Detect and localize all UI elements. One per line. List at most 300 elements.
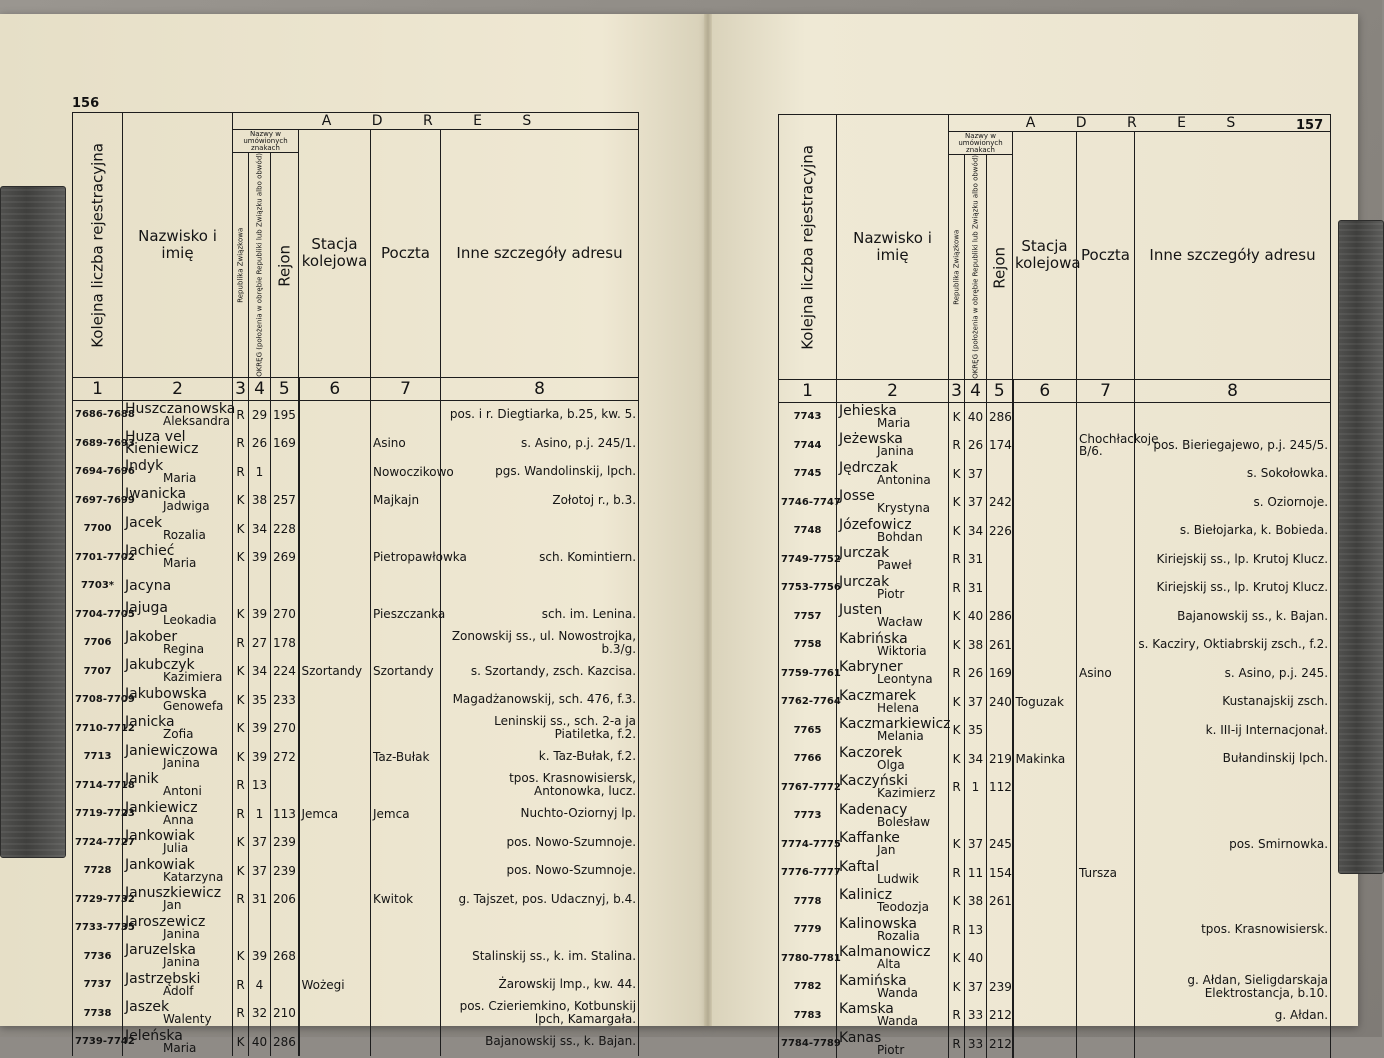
cell-stacja <box>1013 1001 1077 1030</box>
cell-inne <box>441 571 639 600</box>
cell-poczta <box>1077 915 1135 944</box>
cell-name <box>123 913 233 942</box>
cell-stacja <box>1013 431 1077 460</box>
cell-inne <box>1135 773 1331 802</box>
cell-rejon: 228 <box>271 514 299 543</box>
cell-reg-number: 7739-7742 <box>73 1027 123 1056</box>
cell-inne: Magadżanowskij, sch. 476, f.3. <box>441 685 639 714</box>
cell-poczta: Asino <box>1077 659 1135 688</box>
cell-poczta: Pieszczanka <box>371 600 441 629</box>
table-row <box>73 514 639 543</box>
first-name: Jan <box>163 898 182 913</box>
cell-republika: K <box>949 602 965 631</box>
first-name: Wanda <box>877 1014 919 1029</box>
cell-okreg: 34 <box>965 516 987 545</box>
cell-poczta: Taz-Bułak <box>371 742 441 771</box>
table-row <box>73 600 639 629</box>
cell-inne: s. Asino, p.j. 245. <box>1135 659 1331 688</box>
first-name: Bolesław <box>877 814 931 829</box>
cell-rejon <box>271 457 299 486</box>
cell-poczta: Nowoczikowo <box>371 457 441 486</box>
table-row <box>73 714 639 743</box>
cell-rejon: 224 <box>271 657 299 686</box>
table-row <box>73 486 639 515</box>
cell-name <box>837 944 949 973</box>
first-name: Alta <box>877 957 901 972</box>
cell-rejon: 112 <box>987 773 1013 802</box>
cell-poczta <box>371 856 441 885</box>
col-header-stacja: Stacja kolejowa <box>299 130 371 378</box>
cell-name <box>837 602 949 631</box>
cell-stacja <box>1013 773 1077 802</box>
cell-rejon <box>271 571 299 600</box>
cell-name <box>837 801 949 830</box>
cell-stacja <box>299 457 371 486</box>
cell-reg-number: 7703* <box>73 571 123 600</box>
first-name: Leontyna <box>877 672 933 687</box>
table-row <box>73 856 639 885</box>
surname: Jehieska <box>839 402 897 419</box>
first-name: Katarzyna <box>163 869 224 884</box>
cell-inne: Nuchto-Oziornyj lp. <box>441 799 639 828</box>
cell-poczta <box>1077 944 1135 973</box>
first-name: Krystyna <box>877 501 930 516</box>
cell-name <box>837 687 949 716</box>
first-name: Antonina <box>877 472 931 487</box>
cell-rejon: 261 <box>987 887 1013 916</box>
cell-republika: K <box>233 486 249 515</box>
cell-inne <box>441 913 639 942</box>
cell-name <box>837 858 949 887</box>
cell-inne: s. Biełojarka, k. Bobieda. <box>1135 516 1331 545</box>
cell-republika: K <box>949 630 965 659</box>
cell-rejon: 239 <box>987 972 1013 1001</box>
cell-name <box>837 488 949 517</box>
cell-stacja <box>299 571 371 600</box>
cell-rejon: 195 <box>271 400 299 429</box>
cell-inne <box>441 514 639 543</box>
cell-inne: Stalinskij ss., k. im. Stalina. <box>441 942 639 971</box>
cell-okreg: 37 <box>965 459 987 488</box>
col-number: 6 <box>299 377 371 400</box>
col-number: 7 <box>371 377 441 400</box>
first-name: Janina <box>163 955 200 970</box>
cell-okreg <box>965 801 987 830</box>
table-row <box>779 602 1331 631</box>
cell-republika: R <box>949 1001 965 1030</box>
table-row <box>73 970 639 999</box>
cell-name <box>837 887 949 916</box>
cell-okreg <box>249 571 271 600</box>
cell-name <box>837 830 949 859</box>
first-name: Julia <box>163 841 189 856</box>
cell-rejon: 272 <box>271 742 299 771</box>
table-row <box>73 913 639 942</box>
adres-header: A D R E S <box>233 113 639 130</box>
surname: Jachieć <box>125 543 175 560</box>
table-row <box>73 1027 639 1056</box>
cell-okreg: 37 <box>965 687 987 716</box>
first-name: Piotr <box>877 1042 905 1057</box>
first-name: Bohdan <box>877 529 923 544</box>
table-row <box>779 459 1331 488</box>
cell-rejon: 286 <box>271 1027 299 1056</box>
cell-republika: K <box>233 742 249 771</box>
table-row <box>73 628 639 657</box>
cell-reg-number: 7778 <box>779 887 837 916</box>
cell-republika: K <box>233 685 249 714</box>
col-number: 4 <box>249 377 271 400</box>
cell-okreg: 39 <box>249 714 271 743</box>
cell-poczta <box>371 970 441 999</box>
cell-reg-number: 7743 <box>779 402 837 431</box>
col-header-inne: Inne szczegóły adresu <box>1135 132 1331 380</box>
cell-name <box>837 516 949 545</box>
table-row <box>73 657 639 686</box>
cell-inne: Bajanowskij ss., k. Bajan. <box>1135 602 1331 631</box>
cell-okreg: 33 <box>965 1001 987 1030</box>
cell-reg-number: 7757 <box>779 602 837 631</box>
col-number: 5 <box>271 377 299 400</box>
cell-okreg: 35 <box>249 685 271 714</box>
first-name: Melania <box>877 729 924 744</box>
surname: Kaffanke <box>839 830 900 847</box>
table-row <box>779 773 1331 802</box>
first-name: Rozalia <box>163 527 206 542</box>
cell-name <box>123 885 233 914</box>
col-number: 8 <box>441 377 639 400</box>
surname: Jacek <box>125 514 163 531</box>
cell-okreg: 35 <box>965 716 987 745</box>
cell-stacja <box>1013 1029 1077 1058</box>
cell-republika: R <box>233 429 249 458</box>
cell-stacja: Wożegi <box>299 970 371 999</box>
table-row <box>779 402 1331 431</box>
cell-inne: g. Ałdan, Sieligdarskaja Elektrostancja, b.10. <box>1135 972 1331 1001</box>
cell-reg-number: 7783 <box>779 1001 837 1030</box>
surname: Jurczak <box>839 545 890 562</box>
cell-reg-number: 7773 <box>779 801 837 830</box>
cell-poczta <box>1077 773 1135 802</box>
col-header-inne: Inne szczegóły adresu <box>441 130 639 378</box>
cell-poczta <box>371 514 441 543</box>
cell-reg-number: 7753-7756 <box>779 573 837 602</box>
table-row <box>779 573 1331 602</box>
cell-stacja <box>1013 830 1077 859</box>
cell-inne: sch. im. Lenina. <box>441 600 639 629</box>
col-header-reg: Kolejna liczba rejestracyjna <box>779 115 837 380</box>
cell-republika: R <box>949 659 965 688</box>
cell-poczta <box>1077 545 1135 574</box>
cell-inne: pos. Bieriegajewo, p.j. 245/5. <box>1135 431 1331 460</box>
col-header-rejon: Rejon <box>271 153 299 378</box>
cell-reg-number: 7749-7752 <box>779 545 837 574</box>
surname: Janiewiczowa <box>125 742 219 759</box>
cell-republika: R <box>949 773 965 802</box>
col-header-okreg: OKRĘG (położenia w obrębie Republiki lub Związku albo obwód) <box>249 153 271 378</box>
table-row <box>779 801 1331 830</box>
cell-poczta <box>1077 402 1135 431</box>
cell-okreg: 39 <box>249 600 271 629</box>
first-name: Walenty <box>163 1012 212 1027</box>
first-name: Maria <box>163 470 197 485</box>
table-row <box>73 742 639 771</box>
cell-republika: K <box>949 716 965 745</box>
cell-poczta <box>371 714 441 743</box>
surname: Januszkiewicz <box>125 885 222 902</box>
surname: Kaczyński <box>839 773 909 790</box>
first-name: Aleksandra <box>163 413 230 428</box>
cell-inne: pos. i r. Diegtiarka, b.25, kw. 5. <box>441 400 639 429</box>
cell-reg-number: 7728 <box>73 856 123 885</box>
cell-rejon: 178 <box>271 628 299 657</box>
right-page-number: 157 <box>1296 118 1324 133</box>
surname: Kaczmarek <box>839 687 916 704</box>
first-name: Ludwik <box>877 871 919 886</box>
surname: Jacyna <box>125 577 172 594</box>
cell-reg-number: 7710-7712 <box>73 714 123 743</box>
cell-name <box>123 400 236 429</box>
table-row <box>779 1001 1331 1030</box>
cell-stacja <box>1013 659 1077 688</box>
cell-name <box>123 999 233 1028</box>
first-name: Wacław <box>877 615 923 630</box>
table-row <box>779 488 1331 517</box>
table-row <box>779 687 1331 716</box>
cell-inne: pos. Nowo-Szumnoje. <box>441 828 639 857</box>
cell-name <box>123 742 233 771</box>
cell-inne: tpos. Krasnowisiersk, Antonowka, lucz. <box>441 771 639 800</box>
surname: Jaruzelska <box>125 942 196 959</box>
cell-rejon: 169 <box>271 429 299 458</box>
cell-name <box>123 970 233 999</box>
cell-reg-number: 7704-7705 <box>73 600 123 629</box>
cell-republika: K <box>233 1027 249 1056</box>
cell-stacja <box>299 856 371 885</box>
cell-poczta <box>1077 1001 1135 1030</box>
cell-republika: R <box>949 431 965 460</box>
table-row <box>73 799 639 828</box>
cell-name <box>123 457 233 486</box>
cell-republika <box>949 801 965 830</box>
cell-stacja <box>1013 602 1077 631</box>
cell-reg-number: 7707 <box>73 657 123 686</box>
cell-inne: s. Szortandy, zsch. Kazcisa. <box>441 657 639 686</box>
cell-inne: s. Kacziry, Oktiabrskij zsch., f.2. <box>1135 630 1331 659</box>
cell-republika: K <box>949 402 965 431</box>
cell-okreg: 39 <box>249 742 271 771</box>
first-name: Zofia <box>163 727 194 742</box>
cell-poczta <box>1077 801 1135 830</box>
cell-inne: g. Tajszet, pos. Udacznyj, b.4. <box>441 885 639 914</box>
cell-poczta <box>1077 488 1135 517</box>
cell-rejon <box>987 944 1013 973</box>
cell-reg-number: 7767-7772 <box>779 773 837 802</box>
cell-republika: K <box>949 488 965 517</box>
cell-rejon: 174 <box>987 431 1013 460</box>
cell-republika: K <box>233 714 249 743</box>
cell-inne: Żarowskij lmp., kw. 44. <box>441 970 639 999</box>
cell-stacja <box>1013 887 1077 916</box>
cell-republika: R <box>233 970 249 999</box>
cell-name <box>837 972 949 1001</box>
col-header-name: Nazwisko i imię <box>123 113 233 378</box>
left-register-table <box>72 112 639 1056</box>
cell-name <box>837 659 949 688</box>
cell-inne: pos. Smirnowka. <box>1135 830 1331 859</box>
cell-name <box>837 630 949 659</box>
first-name: Maria <box>877 415 911 430</box>
cell-poczta: Jemca <box>371 799 441 828</box>
col-number: 5 <box>987 379 1013 402</box>
cell-reg-number: 7729-7732 <box>73 885 123 914</box>
cell-okreg: 38 <box>965 630 987 659</box>
cell-stacja <box>1013 402 1077 431</box>
cell-name <box>837 773 949 802</box>
cell-rejon: 219 <box>987 744 1013 773</box>
cell-rejon <box>987 573 1013 602</box>
col-header-reg: Kolejna liczba rejestracyjna <box>73 113 123 378</box>
cell-reg-number: 7759-7761 <box>779 659 837 688</box>
cell-name <box>123 856 233 885</box>
cell-name <box>123 600 233 629</box>
cell-reg-number: 7766 <box>779 744 837 773</box>
cell-poczta <box>1077 602 1135 631</box>
cell-name <box>123 543 233 572</box>
table-row <box>73 543 639 572</box>
cell-republika: K <box>233 828 249 857</box>
first-name: Antoni <box>163 784 202 799</box>
cell-rejon: 286 <box>987 402 1013 431</box>
surname: Kaftal <box>839 858 880 875</box>
cell-reg-number: 7719-7723 <box>73 799 123 828</box>
cell-inne <box>1135 858 1331 887</box>
col-number: 7 <box>1077 379 1135 402</box>
surname: Kalmanowicz <box>839 944 931 961</box>
cell-republika: K <box>233 514 249 543</box>
cell-poczta <box>1077 1029 1135 1058</box>
cell-name <box>123 628 233 657</box>
table-row <box>779 830 1331 859</box>
first-name: Paweł <box>877 558 912 573</box>
surname: Janicka <box>125 714 175 731</box>
cell-inne: Bajanowskij ss., k. Bajan. <box>441 1027 639 1056</box>
cell-inne: pgs. Wandolinskij, lpch. <box>441 457 639 486</box>
first-name: Kazimiera <box>163 670 223 685</box>
table-row <box>779 630 1331 659</box>
cell-okreg: 1 <box>249 799 271 828</box>
cell-poczta <box>1077 573 1135 602</box>
cell-stacja <box>1013 573 1077 602</box>
cell-inne: s. Asino, p.j. 245/1. <box>441 429 639 458</box>
cell-okreg: 4 <box>249 970 271 999</box>
col-number: 3 <box>949 379 965 402</box>
cell-rejon: 210 <box>271 999 299 1028</box>
cell-name <box>123 799 233 828</box>
cell-inne <box>1135 887 1331 916</box>
surname: Jankiewicz <box>125 799 198 816</box>
cell-name <box>123 429 233 458</box>
cell-okreg: 40 <box>249 1027 271 1056</box>
cell-republika: R <box>233 771 249 800</box>
cell-stacja <box>1013 972 1077 1001</box>
cell-reg-number: 7780-7781 <box>779 944 837 973</box>
surname: Kanas <box>839 1029 882 1046</box>
cell-inne <box>1135 801 1331 830</box>
cell-reg-number: 7724-7727 <box>73 828 123 857</box>
cell-rejon: 240 <box>987 687 1013 716</box>
col-number: 2 <box>123 377 233 400</box>
surname: Josse <box>839 488 875 505</box>
table-row <box>73 457 639 486</box>
cell-stacja <box>299 628 371 657</box>
table-row <box>73 828 639 857</box>
cell-okreg: 34 <box>965 744 987 773</box>
cell-poczta <box>1077 972 1135 1001</box>
cell-rejon: 261 <box>987 630 1013 659</box>
first-name: Piotr <box>877 586 905 601</box>
cell-okreg: 40 <box>965 944 987 973</box>
cell-poczta: Szortandy <box>371 657 441 686</box>
cell-republika: K <box>233 942 249 971</box>
table-row <box>73 771 639 800</box>
cell-rejon <box>987 716 1013 745</box>
col-header-poczta: Poczta <box>1077 132 1135 380</box>
cell-republika: R <box>949 545 965 574</box>
first-name: Wanda <box>877 985 919 1000</box>
cell-republika: K <box>949 944 965 973</box>
book-spine <box>704 14 712 1026</box>
cell-reg-number: 7701-7702 <box>73 543 123 572</box>
col-header-poczta: Poczta <box>371 130 441 378</box>
cell-inne: Leninskij ss., sch. 2-a ja Piatiletka, f.2. <box>441 714 639 743</box>
cell-republika: K <box>949 972 965 1001</box>
surname: Kalinowska <box>839 915 917 932</box>
table-row <box>73 885 639 914</box>
cell-poczta: Chochłackoje B/6. <box>1077 431 1135 460</box>
cell-stacja <box>299 828 371 857</box>
cell-poczta <box>1077 687 1135 716</box>
surname: Jajuga <box>125 600 168 617</box>
cell-rejon <box>271 970 299 999</box>
cell-republika: K <box>949 516 965 545</box>
cell-okreg: 11 <box>965 858 987 887</box>
cell-rejon: 268 <box>271 942 299 971</box>
surname: Justen <box>839 602 883 619</box>
cell-stacja <box>299 942 371 971</box>
cell-reg-number: 7744 <box>779 431 837 460</box>
col-header-republika: Republika Związkowa <box>233 153 249 378</box>
cell-rejon: 154 <box>987 858 1013 887</box>
table-row <box>73 429 639 458</box>
cell-stacja: Toguzak <box>1013 687 1077 716</box>
first-name: Helena <box>877 700 920 715</box>
cell-okreg: 38 <box>965 887 987 916</box>
cell-poczta <box>1077 516 1135 545</box>
cell-reg-number: 7776-7777 <box>779 858 837 887</box>
cell-rejon <box>271 913 299 942</box>
cell-reg-number: 7697-7699 <box>73 486 123 515</box>
cell-okreg: 40 <box>965 402 987 431</box>
cell-reg-number: 7779 <box>779 915 837 944</box>
table-row <box>779 659 1331 688</box>
cell-stacja <box>1013 516 1077 545</box>
cell-stacja <box>299 429 371 458</box>
cell-republika: K <box>949 744 965 773</box>
cell-okreg: 1 <box>249 457 271 486</box>
surname: Kabryner <box>839 659 903 676</box>
cell-rejon: 212 <box>987 1029 1013 1058</box>
